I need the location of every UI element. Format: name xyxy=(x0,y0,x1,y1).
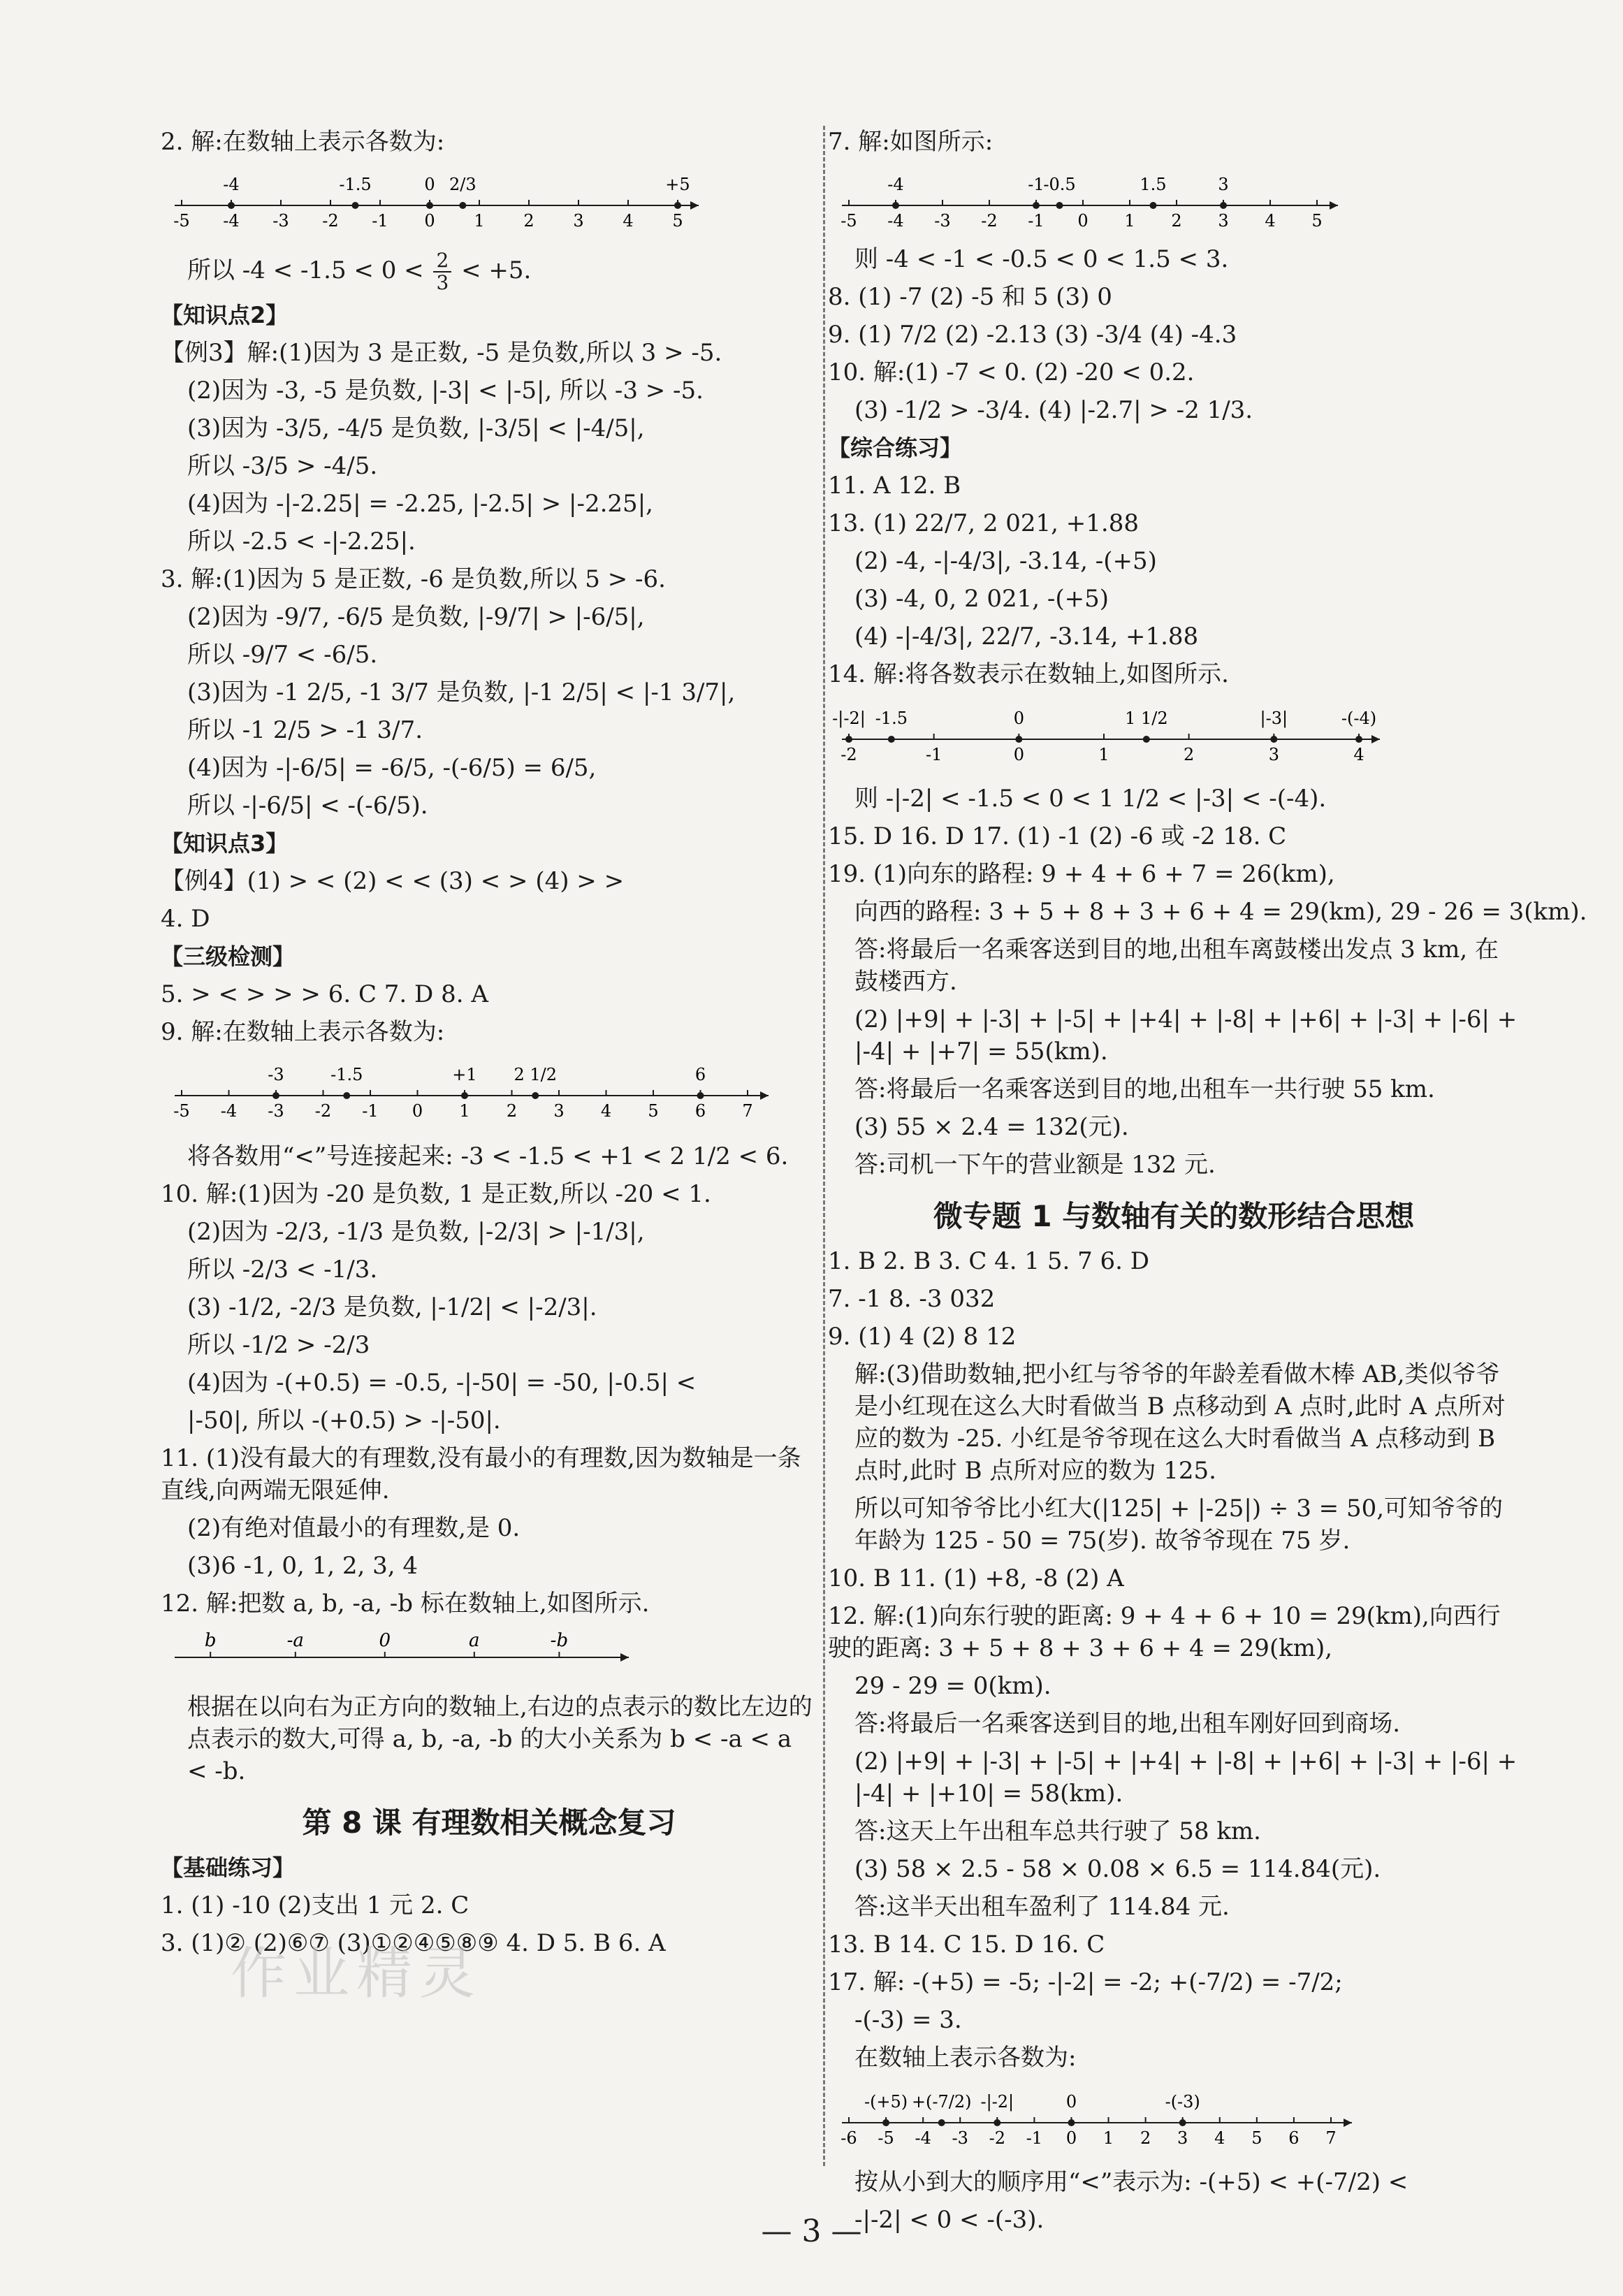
tick-label: 1 xyxy=(1098,745,1109,764)
axis-arrow xyxy=(1344,2119,1352,2127)
tick-label: 2 xyxy=(506,1101,518,1121)
point-marker xyxy=(882,2119,889,2126)
tick-label: -4 xyxy=(220,1101,238,1121)
q12-line1: 12. 解:把数 a, b, -a, -b 标在数轴上,如图所示. xyxy=(161,1590,650,1618)
q19-line6: (3) 55 × 2.4 = 132(元). xyxy=(854,1113,1129,1141)
tick-label: -3 xyxy=(934,211,951,231)
q14-result: 则 -|-2| < -1.5 < 0 < 1 1/2 < |-3| < -(-4). xyxy=(854,785,1327,813)
basic-q1-2: 1. (1) -10 (2)支出 1 元 2. C xyxy=(161,1891,470,1919)
point-marker xyxy=(1220,202,1227,209)
example3-line1: 【例3】解:(1)因为 3 是正数, -5 是负数,所以 3 > -5. xyxy=(161,339,722,367)
point-marker xyxy=(1033,202,1040,209)
point-marker xyxy=(1150,202,1157,209)
tick-label: -1 xyxy=(362,1101,379,1121)
section-heading-three-level-check: 【三级检测】 xyxy=(161,943,296,970)
point-label: 0 xyxy=(424,175,435,194)
tick-label: -2 xyxy=(840,745,857,764)
tick-label: 1 xyxy=(474,211,485,231)
right-column xyxy=(828,126,1587,2241)
point-label: -1.5 xyxy=(339,175,372,194)
point-marker xyxy=(1143,736,1150,743)
point-marker xyxy=(888,736,895,743)
q10-line2: (3) -1/2 > -3/4. (4) |-2.7| > -2 1/3. xyxy=(854,396,1253,424)
q5-8: 5. > < > > > 6. C 7. D 8. A xyxy=(161,980,488,1008)
point-label: +1 xyxy=(452,1065,477,1084)
tick-label: 4 xyxy=(600,1101,612,1121)
q13-line4: (4) -|-4/3|, 22/7, -3.14, +1.88 xyxy=(854,623,1199,651)
point-marker xyxy=(426,202,433,209)
point-label: -0.5 xyxy=(1043,175,1076,194)
special-topic-title: 微专题 1 与数轴有关的数形结合思想 xyxy=(933,1199,1415,1233)
axis-arrow xyxy=(690,201,699,210)
column-divider xyxy=(823,126,825,2166)
point-marker xyxy=(674,202,681,209)
axis-arrow xyxy=(620,1653,629,1662)
q19-line5: 答:将最后一名乘客送到目的地,出租车一共行驶 55 km. xyxy=(854,1075,1435,1103)
tick-label: 2 xyxy=(1140,2128,1151,2148)
tick-label: 2 xyxy=(1171,211,1182,231)
point-label: 0 xyxy=(1013,709,1024,728)
point-label: -3 xyxy=(268,1065,284,1084)
point-marker xyxy=(1015,736,1022,743)
tick-label: 4 xyxy=(623,211,634,231)
axis-arrow xyxy=(1371,735,1380,743)
tick-label: -2 xyxy=(989,2128,1006,2148)
tick-label: -3 xyxy=(272,211,289,231)
point-label: -4 xyxy=(887,175,904,194)
tick-label: 7 xyxy=(742,1101,753,1121)
left-column xyxy=(161,126,817,1965)
tick-label: -4 xyxy=(887,211,904,231)
point-label: -|-2| xyxy=(832,709,866,728)
number-line-q14 xyxy=(828,696,1387,773)
tick-label: 5 xyxy=(672,211,683,231)
point-marker xyxy=(1270,736,1277,743)
tick-label: 3 xyxy=(1177,2128,1188,2148)
s-q17-line1: 17. 解: -(+5) = -5; -|-2| = -2; +(-7/2) = -7/2; xyxy=(828,1968,1343,1996)
tick-label: 0 xyxy=(412,1101,423,1121)
s-q17-line4: 按从小到大的顺序用“<”表示为: -(+5) < +(-7/2) < xyxy=(854,2168,1409,2196)
point-label: a xyxy=(469,1630,480,1651)
tick-label: 0 xyxy=(1077,211,1089,231)
number-line-q7 xyxy=(828,164,1345,233)
q19-line7: 答:司机一下午的营业额是 132 元. xyxy=(854,1151,1216,1179)
basic-q3-6: 3. (1)② (2)⑥⑦ (3)①②④⑤⑧⑨ 4. D 5. B 6. A xyxy=(161,1929,666,1957)
q19-line2: 向西的路程: 3 + 5 + 8 + 3 + 6 + 4 = 29(km), 29 - 26 = 3(km). xyxy=(854,898,1587,926)
point-marker xyxy=(1179,2119,1186,2126)
point-label: -(-4) xyxy=(1341,709,1377,728)
tick-label: 5 xyxy=(648,1101,659,1121)
q19-line3: 答:将最后一名乘客送到目的地,出租车离鼓楼出发点 3 km, 在鼓楼西方. xyxy=(854,936,1499,996)
q10-line1: 10. 解:(1) -7 < 0. (2) -20 < 0.2. xyxy=(828,358,1195,386)
q11-12: 11. A 12. B xyxy=(828,472,961,500)
q13-line1: 13. (1) 22/7, 2 021, +1.88 xyxy=(828,509,1139,537)
q8: 8. (1) -7 (2) -5 和 5 (3) 0 xyxy=(828,283,1112,311)
s-q12-line5: 答:这天上午出租车总共行驶了 58 km. xyxy=(854,1817,1261,1845)
s-q7-8: 7. -1 8. -3 032 xyxy=(828,1285,996,1313)
tick-label: -5 xyxy=(173,211,190,231)
q7-heading: 7. 解:如图所示: xyxy=(828,128,994,156)
q9: 9. (1) 7/2 (2) -2.13 (3) -3/4 (4) -4.3 xyxy=(828,321,1237,349)
point-label: 0 xyxy=(1065,2092,1077,2112)
tick-label: -1 xyxy=(372,211,388,231)
section-heading-basic-practice: 【基础练习】 xyxy=(161,1854,296,1881)
point-label: +5 xyxy=(665,175,690,194)
q13-line3: (3) -4, 0, 2 021, -(+5) xyxy=(854,585,1109,613)
q3-line4: (4)因为 -|-6/5| = -6/5, -(-6/5) = 6/5, xyxy=(187,754,597,782)
tick-label: 3 xyxy=(553,1101,565,1121)
point-label: 3 xyxy=(1218,175,1229,194)
point-label: -|-2| xyxy=(980,2092,1014,2112)
tick-label: 1 xyxy=(1102,2128,1114,2148)
s-q9-solution-2: 所以可知爷爷比小红大(|125| + |-25|) ÷ 3 = 50,可知爷爷的年龄为 125 - 50 = 75(岁). 故爷爷现在 75 岁. xyxy=(854,1495,1504,1555)
tick-label: -1 xyxy=(1026,2128,1043,2148)
tick-label: 5 xyxy=(1311,211,1323,231)
q4: 4. D xyxy=(161,905,210,933)
point-marker xyxy=(228,202,235,209)
point-label: -b xyxy=(550,1630,569,1651)
point-marker xyxy=(845,736,852,743)
point-label: -(-3) xyxy=(1165,2092,1200,2112)
lesson-8-title: 第 8 课 有理数相关概念复习 xyxy=(302,1805,676,1840)
s-q12-line1: 12. 解:(1)向东行驶的距离: 9 + 4 + 6 + 10 = 29(km),向西行驶的距离: 3 + 5 + 8 + 3 + 6 + 4 = 29(km), xyxy=(828,1602,1501,1662)
tick-label: -1 xyxy=(925,745,942,764)
s-q12-line6: (3) 58 × 2.5 - 58 × 0.08 × 6.5 = 114.84(元). xyxy=(854,1855,1381,1883)
q3-line3b: 所以 -1 2/5 > -1 3/7. xyxy=(187,716,423,744)
q11-line3: (3)6 -1, 0, 1, 2, 3, 4 xyxy=(187,1552,418,1580)
point-label: -a xyxy=(286,1630,304,1651)
point-marker xyxy=(343,1092,350,1099)
tick-label: -4 xyxy=(223,211,240,231)
page-number: — 3 — xyxy=(761,2214,862,2249)
tick-label: 5 xyxy=(1251,2128,1262,2148)
number-line-q2 xyxy=(161,164,706,240)
number-line-q12 xyxy=(161,1625,650,1681)
q10-line1: 10. 解:(1)因为 -20 是负数, 1 是正数,所以 -20 < 1. xyxy=(161,1180,711,1208)
q3-line3: (3)因为 -1 2/5, -1 3/7 是负数, |-1 2/5| < |-1 3/7|, xyxy=(187,678,736,706)
point-label: 1.5 xyxy=(1140,175,1167,194)
s-q9-solution: 解:(3)借助数轴,把小红与爷爷的年龄差看做木棒 AB,类似爷爷是小红现在这么大时看做当 B 点移动到 A 点时,此时 A 点所对应的数为 -25. 小红是爷爷现在这么大时看做当 A 点移动到 B 点时,此时 B 点所对应的数为 125. xyxy=(854,1360,1506,1485)
tick-label: 6 xyxy=(694,1101,706,1121)
s-q10-11: 10. B 11. (1) +8, -8 (2) A xyxy=(828,1564,1124,1592)
tick-label: 7 xyxy=(1325,2128,1337,2148)
q10-line3b: 所以 -1/2 > -2/3 xyxy=(187,1331,370,1359)
number-line-s17 xyxy=(828,2079,1359,2156)
axis-arrow xyxy=(1330,201,1338,210)
example4: 【例4】(1) > < (2) < < (3) < > (4) > > xyxy=(161,867,625,895)
point-marker xyxy=(1355,736,1362,743)
point-label: 1 1/2 xyxy=(1125,709,1168,728)
tick-label: 0 xyxy=(1065,2128,1077,2148)
point-label: -1.5 xyxy=(875,709,908,728)
tick-label: -6 xyxy=(840,2128,857,2148)
s-q17-line5: -|-2| < 0 < -(-3). xyxy=(854,2206,1045,2234)
q19-line1: 19. (1)向东的路程: 9 + 4 + 6 + 7 = 26(km), xyxy=(828,860,1335,888)
q9-heading: 9. 解:在数轴上表示各数为: xyxy=(161,1018,445,1046)
tick-label: 4 xyxy=(1353,745,1364,764)
tick-label: 1 xyxy=(459,1101,470,1121)
point-label: 2/3 xyxy=(449,175,476,194)
q3-line2b: 所以 -9/7 < -6/5. xyxy=(187,641,378,669)
example3-line3b: 所以 -3/5 > -4/5. xyxy=(187,452,378,480)
tick-label: -5 xyxy=(878,2128,894,2148)
point-marker xyxy=(938,2119,945,2126)
s-q9: 9. (1) 4 (2) 8 12 xyxy=(828,1323,1017,1351)
watermark: 作业精灵 xyxy=(231,1941,482,2006)
tick-label: -1 xyxy=(1028,211,1045,231)
q7-result: 则 -4 < -1 < -0.5 < 0 < 1.5 < 3. xyxy=(854,245,1229,273)
tick-label: -4 xyxy=(915,2128,931,2148)
s-q13-16: 13. B 14. C 15. D 16. C xyxy=(828,1931,1105,1959)
axis-arrow xyxy=(760,1091,769,1100)
point-marker xyxy=(461,1092,468,1099)
point-label: -4 xyxy=(223,175,240,194)
point-label: 6 xyxy=(694,1065,706,1084)
q10-line4b: |-50|, 所以 -(+0.5) > -|-50|. xyxy=(187,1407,501,1434)
q10-line2b: 所以 -2/3 < -1/3. xyxy=(187,1256,378,1284)
q10-line3: (3) -1/2, -2/3 是负数, |-1/2| < |-2/3|. xyxy=(187,1293,597,1321)
tick-label: -2 xyxy=(981,211,998,231)
s-q12-line3: 答:将最后一名乘客送到目的地,出租车刚好回到商场. xyxy=(854,1710,1401,1738)
tick-label: 2 xyxy=(1184,745,1195,764)
tick-label: 4 xyxy=(1265,211,1276,231)
example3-line4: (4)因为 -|-2.25| = -2.25, |-2.5| > |-2.25|, xyxy=(187,490,653,518)
point-marker xyxy=(892,202,899,209)
q9-result: 将各数用“<”号连接起来: -3 < -1.5 < +1 < 2 1/2 < 6. xyxy=(187,1142,789,1170)
q11-line2: (2)有绝对值最小的有理数,是 0. xyxy=(187,1514,521,1542)
point-marker xyxy=(532,1092,539,1099)
q3-line4b: 所以 -|-6/5| < -(-6/5). xyxy=(187,792,428,820)
point-label: -(+5) xyxy=(864,2092,908,2112)
q14-heading: 14. 解:将各数表示在数轴上,如图所示. xyxy=(828,660,1229,688)
tick-label: -5 xyxy=(840,211,857,231)
s-q12-line4: (2) |+9| + |-3| + |-5| + |+4| + |-8| + |+6| + |-3| + |-6| + |-4| + |+10| = 58(km). xyxy=(854,1748,1518,1808)
example3-line4b: 所以 -2.5 < -|-2.25|. xyxy=(187,528,416,555)
q10-line4: (4)因为 -(+0.5) = -0.5, -|-50| = -50, |-0.5| < xyxy=(187,1369,697,1397)
example3-line3: (3)因为 -3/5, -4/5 是负数, |-3/5| < |-4/5|, xyxy=(187,414,645,442)
point-marker xyxy=(1056,202,1063,209)
example3-line2: (2)因为 -3, -5 是负数, |-3| < |-5|, 所以 -3 > -5. xyxy=(187,377,704,405)
point-marker xyxy=(697,1092,704,1099)
q2-result: 所以 -4 < -1.5 < 0 < $\frac{2}{3}$ < +5. xyxy=(187,249,532,294)
tick-label: 3 xyxy=(1268,745,1279,764)
point-marker xyxy=(459,202,466,209)
q12-conclusion: 根据在以向右为正方向的数轴上,右边的点表示的数比左边的点表示的数大,可得 a, b, -a, -b 的大小关系为 b < -a < a < -b. xyxy=(187,1693,813,1785)
s-q17-line2: -(-3) = 3. xyxy=(854,2006,962,2034)
q11-line1: 11. (1)没有最大的有理数,没有最小的有理数,因为数轴是一条直线,向两端无限延伸. xyxy=(161,1444,801,1504)
section-heading-knowledge-3: 【知识点3】 xyxy=(161,830,289,857)
fraction: $\frac{2}{3}$ xyxy=(433,250,451,293)
section-heading-comprehensive: 【综合练习】 xyxy=(828,435,963,461)
point-marker xyxy=(272,1092,279,1099)
point-label: 0 xyxy=(379,1630,391,1651)
s-q12-line2: 29 - 29 = 0(km). xyxy=(854,1672,1051,1700)
q2-heading: 2. 解:在数轴上表示各数为: xyxy=(161,128,445,156)
point-label: 2 1/2 xyxy=(514,1065,558,1084)
q13-line2: (2) -4, -|-4/3|, -3.14, -(+5) xyxy=(854,547,1157,575)
tick-label: 4 xyxy=(1214,2128,1225,2148)
point-marker xyxy=(352,202,359,209)
tick-label: 0 xyxy=(424,211,435,231)
point-marker xyxy=(994,2119,1000,2126)
number-line-q9 xyxy=(161,1054,776,1131)
tick-label: 1 xyxy=(1124,211,1135,231)
tick-label: -5 xyxy=(173,1101,190,1121)
s-q12-line7: 答:这半天出租车盈利了 114.84 元. xyxy=(854,1893,1230,1921)
tick-label: 3 xyxy=(573,211,584,231)
tick-label: 6 xyxy=(1288,2128,1300,2148)
s-q1-6: 1. B 2. B 3. C 4. 1 5. 7 6. D xyxy=(828,1247,1150,1275)
q19-line4: (2) |+9| + |-3| + |-5| + |+4| + |-8| + |+6| + |-3| + |-6| + |-4| + |+7| = 55(km). xyxy=(854,1005,1518,1066)
point-marker xyxy=(1068,2119,1075,2126)
q3-line2: (2)因为 -9/7, -6/5 是负数, |-9/7| > |-6/5|, xyxy=(187,603,645,631)
tick-label: -3 xyxy=(268,1101,284,1121)
point-label: -1 xyxy=(1028,175,1045,194)
point-label: +(-7/2) xyxy=(911,2092,972,2112)
q10-line2: (2)因为 -2/3, -1/3 是负数, |-2/3| > |-1/3|, xyxy=(187,1218,645,1246)
q15-18: 15. D 16. D 17. (1) -1 (2) -6 或 -2 18. C xyxy=(828,822,1287,850)
section-heading-knowledge-2: 【知识点2】 xyxy=(161,302,289,328)
point-label: b xyxy=(204,1630,217,1651)
point-label: -1.5 xyxy=(330,1065,363,1084)
tick-label: 2 xyxy=(523,211,534,231)
tick-label: -2 xyxy=(322,211,339,231)
tick-label: 3 xyxy=(1218,211,1229,231)
s-q17-line3: 在数轴上表示各数为: xyxy=(854,2044,1077,2072)
tick-label: 0 xyxy=(1013,745,1024,764)
q3-line1: 3. 解:(1)因为 5 是正数, -6 是负数,所以 5 > -6. xyxy=(161,565,666,593)
tick-label: -2 xyxy=(314,1101,332,1121)
point-label: |-3| xyxy=(1260,709,1288,728)
tick-label: -3 xyxy=(952,2128,968,2148)
